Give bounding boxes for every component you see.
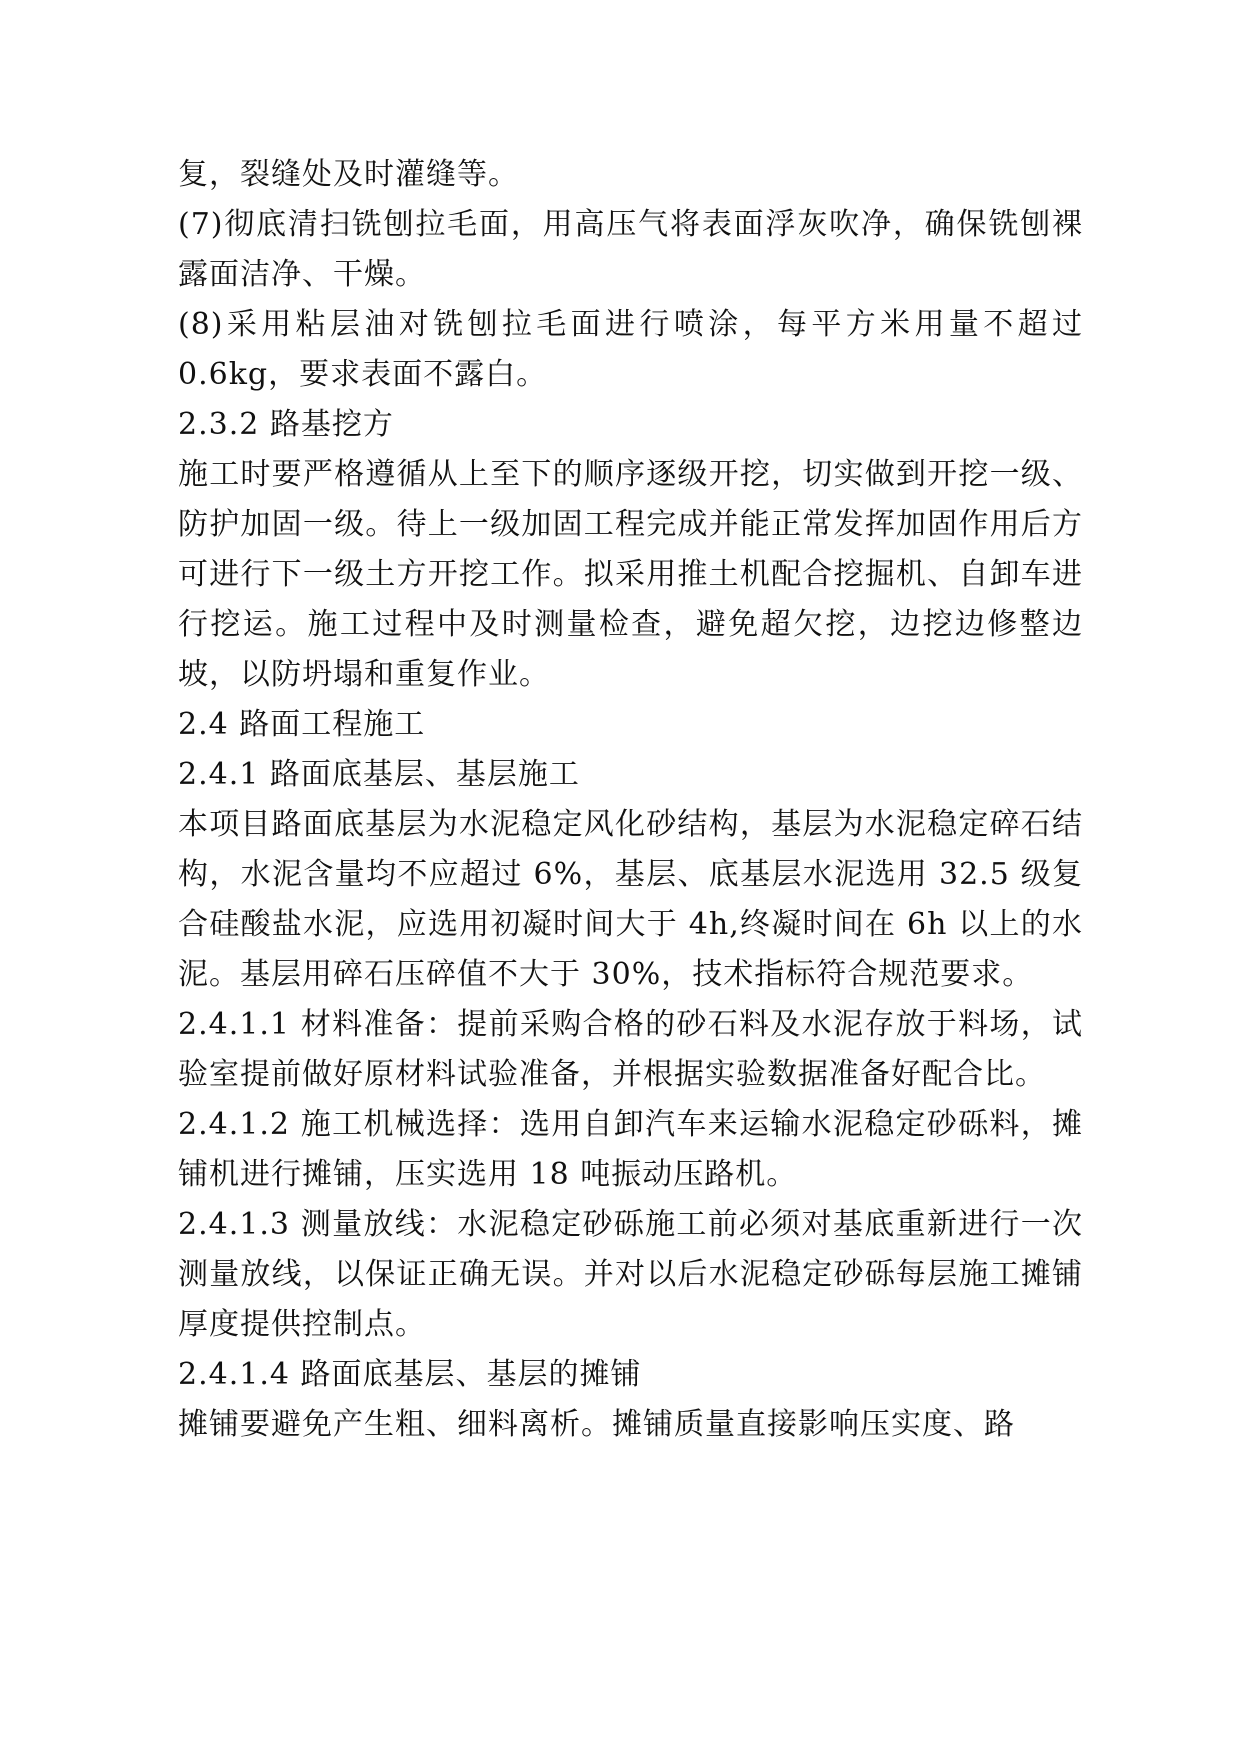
section-heading-2-4: 2.4 路面工程施工 bbox=[178, 707, 426, 742]
document-page bbox=[178, 150, 1083, 1450]
section-heading-2-4-1: 2.4.1 路面底基层、基层施工 bbox=[178, 757, 580, 792]
paragraph: 施工时要严格遵循从上至下的顺序逐级开挖，切实做到开挖一级、防护加固一级。待上一级加固工程完成并能正常发挥加固作用后方可进行下一级土方开挖工作。拟采用推土机配合挖掘机、自卸车进行挖运。施工过程中及时测量检查，避免超欠挖，边挖边修整边坡，以防坍塌和重复作业。 bbox=[178, 457, 1083, 692]
paragraph-item-7: (7)彻底清扫铣刨拉毛面，用高压气将表面浮灰吹净，确保铣刨裸露面洁净、干燥。 bbox=[178, 207, 1083, 292]
paragraph: 本项目路面底基层为水泥稳定风化砂结构，基层为水泥稳定碎石结构，水泥含量均不应超过 6%，基层、底基层水泥选用 32.5 级复合硅酸盐水泥，应选用初凝时间大于 4h,终凝时间在 6h 以上的水泥。基层用碎石压碎值不大于 30%，技术指标符合规范要求。 bbox=[178, 807, 1083, 992]
section-heading-2-3-2: 2.3.2 路基挖方 bbox=[178, 407, 394, 442]
paragraph: 复，裂缝处及时灌缝等。 bbox=[178, 157, 519, 192]
paragraph-2-4-1-3: 2.4.1.3 测量放线：水泥稳定砂砾施工前必须对基底重新进行一次测量放线，以保证正确无误。并对以后水泥稳定砂砾每层施工摊铺厚度提供控制点。 bbox=[178, 1207, 1083, 1342]
paragraph-2-4-1-1: 2.4.1.1 材料准备：提前采购合格的砂石料及水泥存放于料场，试验室提前做好原材料试验准备，并根据实验数据准备好配合比。 bbox=[178, 1007, 1083, 1092]
paragraph-2-4-1-2: 2.4.1.2 施工机械选择：选用自卸汽车来运输水泥稳定砂砾料，摊铺机进行摊铺，压实选用 18 吨振动压路机。 bbox=[178, 1107, 1083, 1192]
paragraph: 摊铺要避免产生粗、细料离析。摊铺质量直接影响压实度、路 bbox=[178, 1407, 1015, 1442]
section-heading-2-4-1-4: 2.4.1.4 路面底基层、基层的摊铺 bbox=[178, 1357, 642, 1392]
paragraph-item-8: (8)采用粘层油对铣刨拉毛面进行喷涂，每平方米用量不超过0.6kg，要求表面不露白。 bbox=[178, 307, 1083, 392]
